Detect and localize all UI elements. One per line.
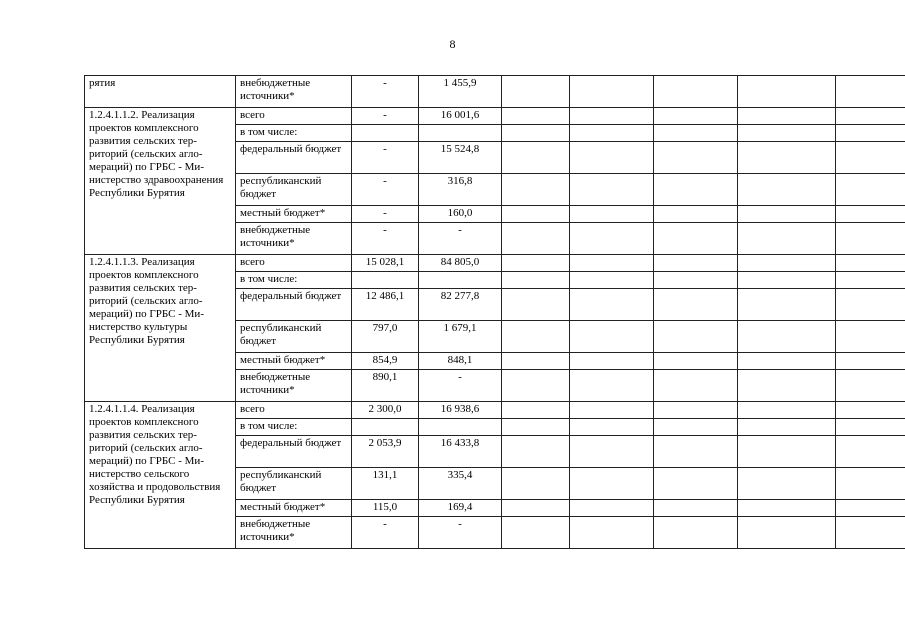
empty-cell [570, 108, 654, 125]
value-cell-1: - [352, 223, 419, 255]
funding-source-cell: в том числе: [236, 272, 352, 289]
value-cell-1: 854,9 [352, 353, 419, 370]
funding-source-cell: внебюджетные источники* [236, 370, 352, 402]
value-cell-2: 169,4 [419, 500, 502, 517]
value-cell-1: - [352, 517, 419, 549]
value-cell-1: 2 300,0 [352, 402, 419, 419]
value-cell-1: - [352, 206, 419, 223]
empty-cell [738, 206, 836, 223]
empty-cell [502, 321, 570, 353]
measure-name-cell: рятия [85, 76, 236, 108]
value-cell-1: 12 486,1 [352, 289, 419, 321]
empty-cell [836, 353, 905, 370]
empty-cell [836, 289, 905, 321]
empty-cell [738, 436, 836, 468]
empty-cell [570, 402, 654, 419]
empty-cell [738, 255, 836, 272]
value-cell-2: 16 938,6 [419, 402, 502, 419]
value-cell-1: 2 053,9 [352, 436, 419, 468]
empty-cell [570, 206, 654, 223]
empty-cell [570, 370, 654, 402]
funding-source-cell: республиканский бюджет [236, 468, 352, 500]
funding-source-cell: всего [236, 402, 352, 419]
empty-cell [654, 272, 738, 289]
empty-cell [502, 255, 570, 272]
measure-name-cell: 1.2.4.1.1.3. Реализация проектов комплексного развития сельских территорий (сельских агломераций) по ГРБС - Министерство культуры Республики Бурятия [85, 255, 236, 402]
empty-cell [502, 289, 570, 321]
empty-cell [502, 500, 570, 517]
funding-source-cell: всего [236, 108, 352, 125]
funding-source-cell: внебюджетные источники* [236, 517, 352, 549]
value-cell-2: 848,1 [419, 353, 502, 370]
empty-cell [502, 206, 570, 223]
value-cell-2: 1 679,1 [419, 321, 502, 353]
empty-cell [836, 125, 905, 142]
empty-cell [738, 500, 836, 517]
empty-cell [654, 370, 738, 402]
empty-cell [836, 500, 905, 517]
value-cell-1: - [352, 76, 419, 108]
empty-cell [836, 517, 905, 549]
empty-cell [570, 500, 654, 517]
empty-cell [502, 419, 570, 436]
empty-cell [738, 272, 836, 289]
table-row [85, 402, 905, 419]
empty-cell [570, 353, 654, 370]
funding-source-cell: внебюджетные источники* [236, 76, 352, 108]
empty-cell [738, 402, 836, 419]
empty-cell [738, 419, 836, 436]
value-cell-2: 16 001,6 [419, 108, 502, 125]
empty-cell [502, 468, 570, 500]
empty-cell [836, 402, 905, 419]
value-cell-2: 82 277,8 [419, 289, 502, 321]
empty-cell [570, 289, 654, 321]
empty-cell [738, 321, 836, 353]
value-cell-1 [352, 272, 419, 289]
funding-source-cell: республиканский бюджет [236, 321, 352, 353]
empty-cell [836, 468, 905, 500]
empty-cell [836, 436, 905, 468]
empty-cell [570, 223, 654, 255]
empty-cell [654, 206, 738, 223]
empty-cell [738, 517, 836, 549]
empty-cell [836, 272, 905, 289]
empty-cell [502, 272, 570, 289]
funding-source-cell: в том числе: [236, 125, 352, 142]
empty-cell [738, 468, 836, 500]
empty-cell [570, 321, 654, 353]
value-cell-2 [419, 272, 502, 289]
empty-cell [570, 125, 654, 142]
empty-cell [654, 402, 738, 419]
empty-cell [654, 142, 738, 174]
value-cell-2: 335,4 [419, 468, 502, 500]
empty-cell [654, 436, 738, 468]
value-cell-2: - [419, 517, 502, 549]
empty-cell [738, 223, 836, 255]
empty-cell [654, 419, 738, 436]
empty-cell [738, 108, 836, 125]
empty-cell [654, 321, 738, 353]
empty-cell [502, 174, 570, 206]
funding-source-cell: федеральный бюджет [236, 142, 352, 174]
empty-cell [570, 436, 654, 468]
empty-cell [502, 353, 570, 370]
page-number: 8 [449, 37, 456, 51]
empty-cell [654, 76, 738, 108]
value-cell-1: - [352, 142, 419, 174]
value-cell-2: 160,0 [419, 206, 502, 223]
empty-cell [570, 419, 654, 436]
value-cell-2: 84 805,0 [419, 255, 502, 272]
empty-cell [570, 142, 654, 174]
empty-cell [836, 206, 905, 223]
funding-source-cell: федеральный бюджет [236, 289, 352, 321]
empty-cell [836, 255, 905, 272]
funding-source-cell: федеральный бюджет [236, 436, 352, 468]
value-cell-1: 115,0 [352, 500, 419, 517]
value-cell-2: - [419, 223, 502, 255]
funding-source-cell: местный бюджет* [236, 353, 352, 370]
empty-cell [570, 272, 654, 289]
funding-source-cell: республиканский бюджет [236, 174, 352, 206]
value-cell-1: - [352, 108, 419, 125]
empty-cell [738, 289, 836, 321]
empty-cell [654, 223, 738, 255]
empty-cell [836, 108, 905, 125]
value-cell-1: 131,1 [352, 468, 419, 500]
empty-cell [502, 76, 570, 108]
funding-source-cell: местный бюджет* [236, 500, 352, 517]
empty-cell [654, 174, 738, 206]
empty-cell [654, 289, 738, 321]
measure-name-cell: 1.2.4.1.1.2. Реализация проектов комплексного развития сельских территорий (сельских агломераций) по ГРБС - Министерство здравоохранения Республики Бурятия [85, 108, 236, 255]
empty-cell [654, 468, 738, 500]
value-cell-1: 15 028,1 [352, 255, 419, 272]
empty-cell [502, 223, 570, 255]
value-cell-2: 16 433,8 [419, 436, 502, 468]
value-cell-1: 890,1 [352, 370, 419, 402]
empty-cell [654, 353, 738, 370]
value-cell-1: 797,0 [352, 321, 419, 353]
empty-cell [836, 223, 905, 255]
funding-source-cell: внебюджетные источники* [236, 223, 352, 255]
empty-cell [738, 142, 836, 174]
empty-cell [502, 370, 570, 402]
empty-cell [570, 255, 654, 272]
empty-cell [738, 76, 836, 108]
empty-cell [570, 468, 654, 500]
empty-cell [738, 353, 836, 370]
empty-cell [654, 517, 738, 549]
value-cell-1 [352, 419, 419, 436]
value-cell-2: 316,8 [419, 174, 502, 206]
empty-cell [502, 402, 570, 419]
empty-cell [836, 321, 905, 353]
empty-cell [738, 370, 836, 402]
empty-cell [654, 125, 738, 142]
empty-cell [738, 125, 836, 142]
value-cell-2: 1 455,9 [419, 76, 502, 108]
empty-cell [654, 255, 738, 272]
table-body [85, 76, 905, 549]
empty-cell [502, 142, 570, 174]
empty-cell [738, 174, 836, 206]
empty-cell [502, 436, 570, 468]
empty-cell [502, 125, 570, 142]
empty-cell [836, 174, 905, 206]
value-cell-1 [352, 125, 419, 142]
budget-table [84, 75, 905, 549]
value-cell-2 [419, 419, 502, 436]
empty-cell [654, 108, 738, 125]
empty-cell [836, 419, 905, 436]
value-cell-2: 15 524,8 [419, 142, 502, 174]
empty-cell [570, 517, 654, 549]
funding-source-cell: в том числе: [236, 419, 352, 436]
empty-cell [502, 517, 570, 549]
empty-cell [836, 76, 905, 108]
funding-source-cell: местный бюджет* [236, 206, 352, 223]
table-row [85, 108, 905, 125]
empty-cell [570, 174, 654, 206]
measure-name-cell: 1.2.4.1.1.4. Реализация проектов комплексного развития сельских территорий (сельских агломераций) по ГРБС - Министерство сельского хозяйства и продовольствия Республики Бурятия [85, 402, 236, 549]
empty-cell [502, 108, 570, 125]
value-cell-2 [419, 125, 502, 142]
funding-source-cell: всего [236, 255, 352, 272]
table-row [85, 255, 905, 272]
table-row [85, 76, 905, 108]
empty-cell [654, 500, 738, 517]
empty-cell [836, 142, 905, 174]
value-cell-1: - [352, 174, 419, 206]
empty-cell [570, 76, 654, 108]
empty-cell [836, 370, 905, 402]
value-cell-2: - [419, 370, 502, 402]
